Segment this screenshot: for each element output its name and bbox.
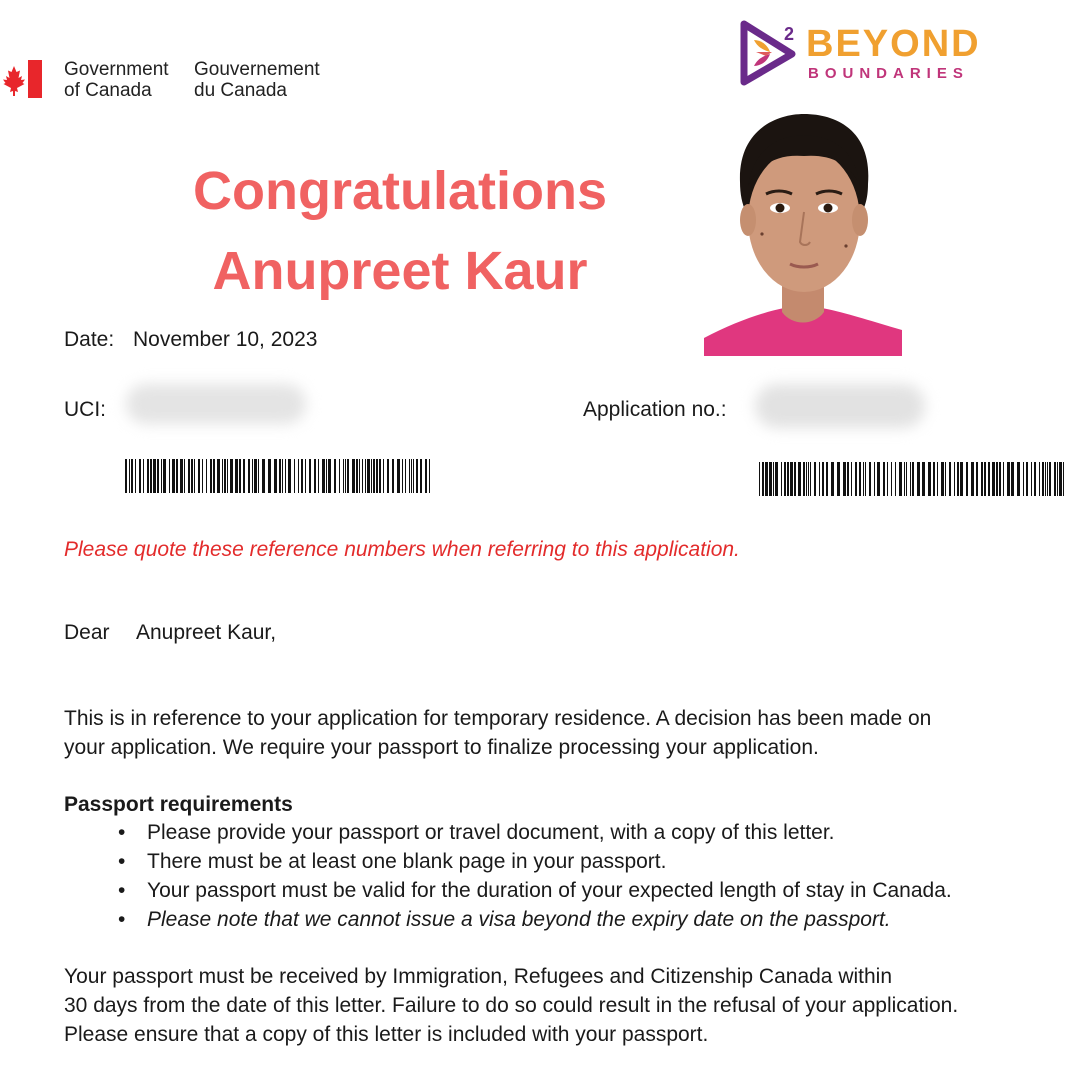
date-value: November 10, 2023 <box>133 328 318 351</box>
requirement-item: There must be at least one blank page in your passport. <box>147 850 667 873</box>
canada-flag-icon <box>0 60 42 98</box>
requirement-item: Please provide your passport or travel document, with a copy of this letter. <box>147 821 835 844</box>
decision-paragraph <box>64 704 931 762</box>
bullet-marker: • <box>118 879 126 902</box>
date-label: Date: <box>64 328 115 351</box>
decision-paragraph-line1: This is in reference to your application for temporary residence. A decision has been made on <box>64 707 932 730</box>
reference-notice: Please quote these reference numbers when referring to this application. <box>64 538 740 561</box>
bullet-marker: • <box>118 908 126 931</box>
salutation: Dear <box>64 621 110 644</box>
uci-redacted-value <box>126 384 306 424</box>
brand-name: BEYOND <box>806 23 981 65</box>
gouvernement-du-canada-text <box>194 59 320 101</box>
passport-requirements-heading: Passport requirements <box>64 793 293 816</box>
uci-label: UCI: <box>64 398 106 421</box>
gov-fr-line1: Gouvernement <box>194 59 320 80</box>
uci-barcode <box>125 459 433 493</box>
recipient-name-heading: Anupreet Kaur <box>212 241 588 301</box>
congratulations-heading: Congratulations <box>193 161 607 221</box>
beyond-boundaries-logo <box>738 18 1008 88</box>
recipient-name: Anupreet Kaur, <box>136 621 277 644</box>
requirement-item: Please note that we cannot issue a visa beyond the expiry date on the passport. <box>147 908 891 931</box>
decision-paragraph-line2: your application. We require your passport to finalize processing your application. <box>64 736 819 759</box>
deadline-paragraph-line1: Your passport must be received by Immigration, Refugees and Citizenship Canada within <box>64 965 893 988</box>
brand-superscript: 2 <box>784 24 795 44</box>
government-of-canada-text <box>64 59 169 101</box>
applicant-photo <box>704 112 902 356</box>
brand-subtitle: BOUNDARIES <box>808 65 969 82</box>
deadline-paragraph-line3: Please ensure that a copy of this letter is included with your passport. <box>64 1023 709 1046</box>
deadline-paragraph <box>64 962 958 1049</box>
application-barcode <box>759 462 1067 496</box>
application-number-label: Application no.: <box>583 398 727 421</box>
application-number-redacted-value <box>755 384 925 428</box>
brand-play-icon <box>738 18 802 88</box>
gov-fr-line2: du Canada <box>194 80 287 101</box>
bullet-marker: • <box>118 850 126 873</box>
gov-en-line1: Government <box>64 59 169 80</box>
requirement-item: Your passport must be valid for the duration of your expected length of stay in Canada. <box>147 879 952 902</box>
gov-en-line2: of Canada <box>64 80 152 101</box>
bullet-marker: • <box>118 821 126 844</box>
deadline-paragraph-line2: 30 days from the date of this letter. Failure to do so could result in the refusal of your application. <box>64 994 959 1017</box>
